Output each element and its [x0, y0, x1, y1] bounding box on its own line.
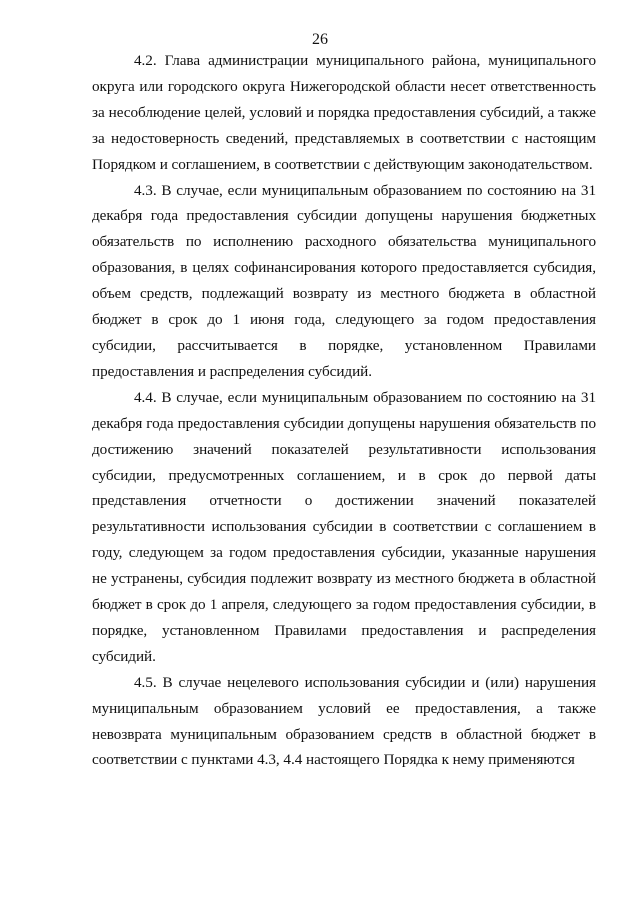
page-number: 26: [312, 31, 328, 48]
paragraph-4-3: 4.3. В случае, если муниципальным образованием по состоянию на 31 декабря года предоставления субсидии допущены нарушения бюджетных обязательств по исполнению расходного обязательства муниципального образования, в целях софинансирования которого предоставляется субсидия, объем средств, подлежащий возврату из местного бюджета в областной бюджет в срок до 1 июня года, следующего за годом предоставления субсидии, рассчитывается в порядке, установленном Правилами предоставления и распределения субсидий.: [92, 181, 596, 380]
paragraph-4-2: 4.2. Глава администрации муниципального района, муниципального округа или городского округа Нижегородской области несет ответственность за несоблюдение целей, условий и порядка предоставления субсидий, а также за недостоверность сведений, представляемых в соответствии с настоящим Порядком и соглашением, в соответствии с действующим законодательством.: [92, 52, 596, 173]
paragraph-4-5: 4.5. В случае нецелевого использования субсидии и (или) нарушения муниципальным образованием условий ее предоставления, а также невозврата муниципальным образованием средств в областной бюджет в соответствии с пунктами 4.3, 4.4 настоящего Порядка к нему применяются: [92, 673, 596, 769]
paragraph-4-4: 4.4. В случае, если муниципальным образованием по состоянию на 31 декабря года предоставления субсидии допущены нарушения обязательств по достижению значений показателей результативности использования субсидии, предусмотренных соглашением, и в срок до первой даты представления отчетности о достижении значений показателей результативности использования субсидии в соответствии с соглашением в году, следующем за годом предоставления субсидии, указанные нарушения не устранены, субсидия подлежит возврату из местного бюджета в областной бюджет в срок до 1 апреля, следующего за годом предоставления субсидии, в порядке, установленном Правилами предоставления и распределения субсидий.: [92, 388, 596, 665]
document-body: [92, 48, 596, 773]
